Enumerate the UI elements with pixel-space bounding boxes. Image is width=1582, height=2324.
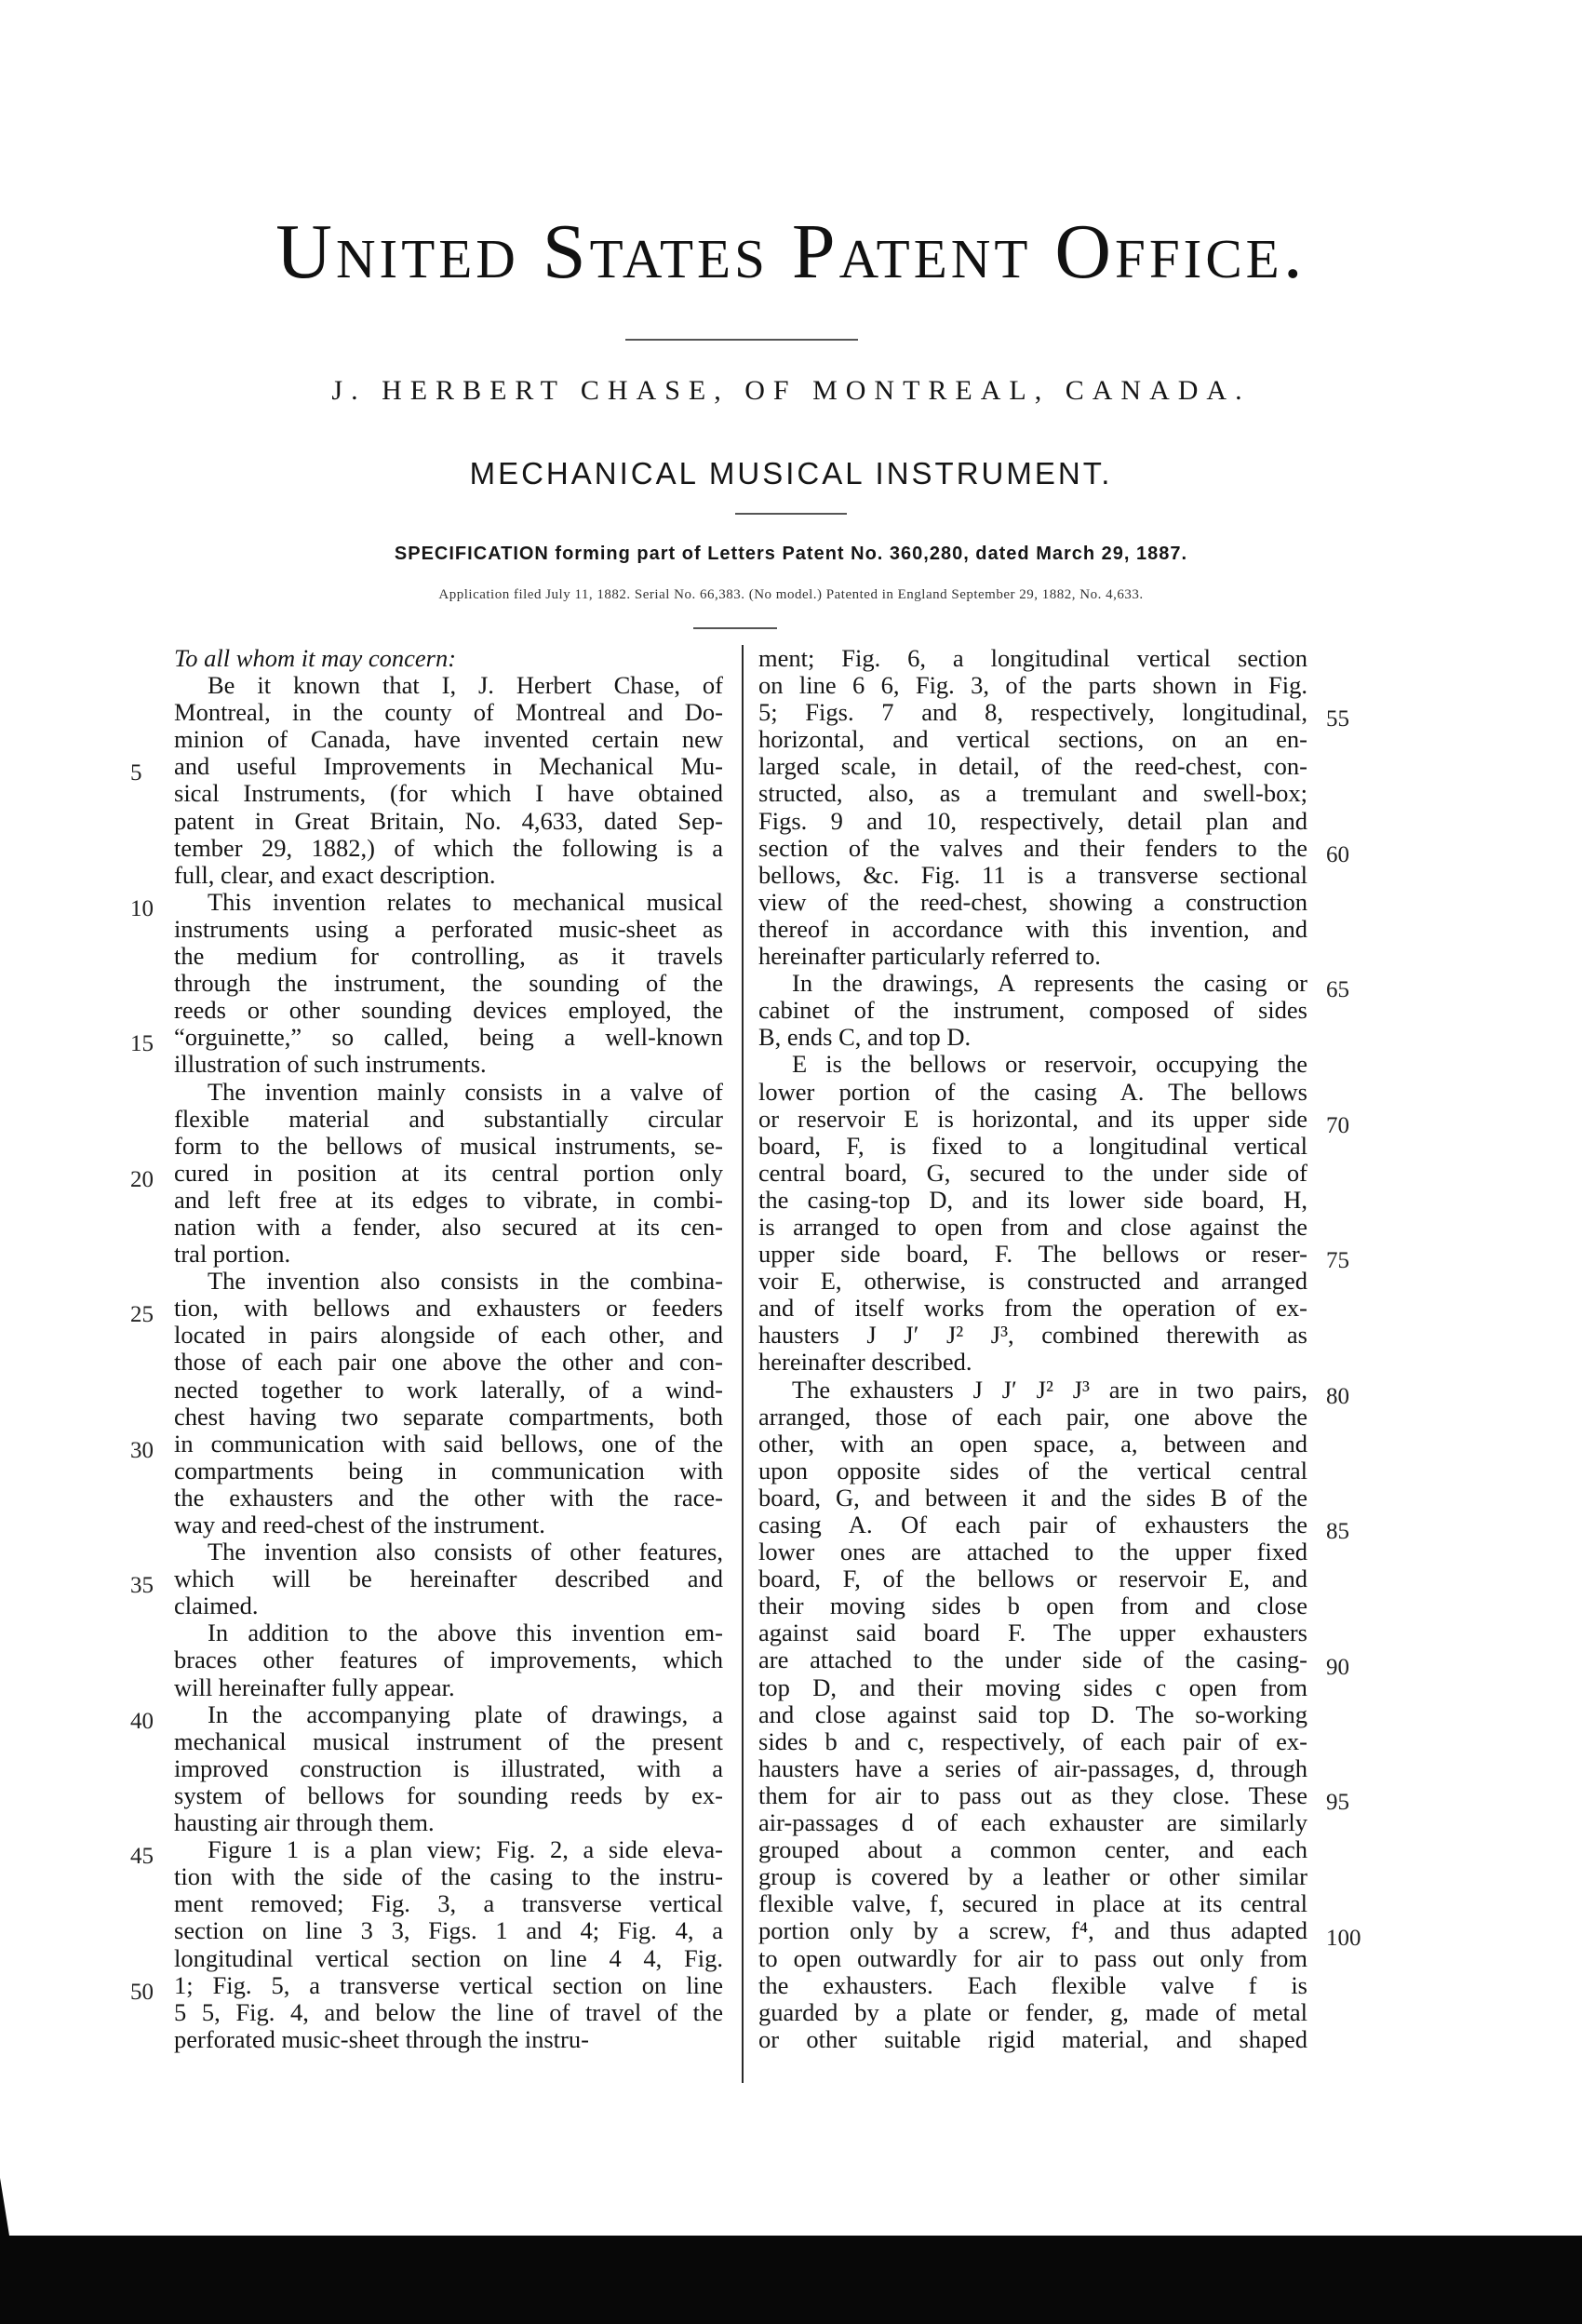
text-line: Montreal, in the county of Montreal and Do- xyxy=(174,698,723,727)
line-number: 5 xyxy=(130,760,142,786)
text-line: ment removed; Fig. 3, a transverse vertical xyxy=(174,1889,723,1918)
line-number: 10 xyxy=(130,895,154,921)
text-line: to open outwardly for air to pass out only from xyxy=(758,1943,1307,1972)
text-line: reeds or other sounding devices employed, the xyxy=(174,996,723,1025)
text-line: and useful Improvements in Mechanical Mu- xyxy=(174,752,723,781)
line-number: 100 xyxy=(1326,1925,1361,1951)
text-line: in communication with said bellows, one of the xyxy=(174,1429,723,1458)
column-divider xyxy=(742,645,744,2083)
line-number: 85 xyxy=(1326,1519,1349,1545)
text-line: This invention relates to mechanical musical xyxy=(208,887,723,916)
text-line: The invention also consists in the combina- xyxy=(208,1267,723,1296)
text-line: Figure 1 is a plan view; Fig. 2, a side eleva- xyxy=(208,1835,723,1864)
text-line: In addition to the above this invention em- xyxy=(208,1619,723,1647)
text-line: board, G, and between it and the sides B of the xyxy=(758,1483,1307,1511)
text-line: is arranged to open from and close against the xyxy=(758,1212,1307,1241)
text-line: air-passages d of each exhauster are similarly xyxy=(758,1808,1307,1837)
text-line: In the accompanying plate of drawings, a xyxy=(208,1699,723,1728)
text-line: are attached to the under side of the casing- xyxy=(758,1646,1307,1674)
text-line: horizontal, and vertical sections, on an en- xyxy=(758,725,1307,754)
text-line: hausters have a series of air-passages, d, through xyxy=(758,1753,1307,1782)
text-line: casing A. Of each pair of exhausters the xyxy=(758,1511,1307,1538)
text-line: full, clear, and exact description. xyxy=(174,860,496,889)
text-line: lower ones are attached to the upper fixed xyxy=(758,1538,1307,1566)
application-line: Application filed July 11, 1882. Serial No. 66,383. (No model.) Patented in England September 29, 1882, No. 4,633. xyxy=(438,587,1144,602)
text-line: hausters J J′ J² J³, combined therewith as xyxy=(758,1321,1307,1350)
text-line: or reservoir E is horizontal, and its upper side xyxy=(758,1104,1307,1133)
text-line: 1; Fig. 5, a transverse vertical section on line xyxy=(174,1970,723,1999)
text-line: system of bellows for sounding reeds by ex- xyxy=(174,1780,723,1809)
line-number: 25 xyxy=(130,1302,154,1328)
inventor-line: J. HERBERT CHASE, OF MONTREAL, CANADA. xyxy=(331,375,1251,406)
text-line: the exhausters. Each flexible valve f is xyxy=(758,1970,1307,1999)
line-number: 45 xyxy=(130,1844,154,1870)
text-line: flexible material and substantially circular xyxy=(174,1104,723,1133)
text-line: The invention also consists of other features, xyxy=(208,1538,723,1566)
text-line: “orguinette,” so called, being a well-known xyxy=(174,1023,723,1052)
line-number: 65 xyxy=(1326,977,1349,1003)
invention-title: MECHANICAL MUSICAL INSTRUMENT. xyxy=(469,456,1113,490)
text-line: form to the bellows of musical instruments, se- xyxy=(174,1131,723,1160)
text-line: thereof in accordance with this invention, and xyxy=(758,914,1307,943)
text-line: the exhausters and the other with the race- xyxy=(174,1483,723,1511)
text-line: bellows, &c. Fig. 11 is a transverse sectional xyxy=(758,860,1307,889)
text-line: The exhausters J J′ J² J³ are in two pairs, xyxy=(792,1375,1307,1404)
text-line: chest having two separate compartments, both xyxy=(174,1402,723,1431)
text-line: 5; Figs. 7 and 8, respectively, longitudinal, xyxy=(758,698,1307,727)
text-line: against said board F. The upper exhausters xyxy=(758,1619,1307,1647)
text-line: section on line 3 3, Figs. 1 and 4; Fig. 4, a xyxy=(174,1916,723,1945)
text-line: on line 6 6, Fig. 3, of the parts shown in Fig. xyxy=(758,671,1307,700)
text-line: In the drawings, A represents the casing or xyxy=(792,969,1307,998)
title-rule xyxy=(625,339,858,341)
right-column xyxy=(758,645,1307,2053)
text-line: will hereinafter fully appear. xyxy=(174,1672,455,1701)
text-line: or other suitable rigid material, and shaped xyxy=(758,2024,1307,2053)
text-line: board, F, of the bellows or reservoir E, and xyxy=(758,1565,1307,1593)
text-line: way and reed-chest of the instrument. xyxy=(174,1511,545,1538)
line-number: 55 xyxy=(1326,706,1349,732)
text-line: through the instrument, the sounding of the xyxy=(174,969,723,998)
text-line: their moving sides b open from and close xyxy=(758,1592,1307,1620)
text-line: E is the bellows or reservoir, occupying the xyxy=(792,1050,1307,1079)
text-line: minion of Canada, have invented certain new xyxy=(174,725,723,754)
line-number: 75 xyxy=(1326,1248,1349,1274)
text-line: upper side board, F. The bellows or reser- xyxy=(758,1240,1307,1269)
text-line: 5 5, Fig. 4, and below the line of travel of the xyxy=(174,1997,723,2026)
text-line: cured in position at its central portion only xyxy=(174,1158,723,1187)
line-number: 20 xyxy=(130,1166,154,1192)
text-line: The invention mainly consists in a valve of xyxy=(208,1077,723,1106)
text-line: arranged, those of each pair, one above the xyxy=(758,1402,1307,1431)
text-line: instruments using a perforated music-sheet as xyxy=(174,914,723,943)
text-line: hereinafter described. xyxy=(758,1348,972,1377)
text-line: patent in Great Britain, No. 4,633, dated Sep- xyxy=(174,806,723,835)
text-line: illustration of such instruments. xyxy=(174,1050,487,1079)
line-number: 95 xyxy=(1326,1790,1349,1816)
text-line: which will be hereinafter described and xyxy=(174,1565,723,1593)
text-line: tion, with bellows and exhausters or feeders xyxy=(174,1294,723,1323)
line-number: 70 xyxy=(1326,1112,1349,1138)
text-line: and close against said top D. The so-working xyxy=(758,1699,1307,1728)
scan-edge-mark xyxy=(0,2178,9,2236)
line-number: 50 xyxy=(130,1979,154,2005)
text-line: To all whom it may concern: xyxy=(174,644,457,672)
text-line: mechanical musical instrument of the present xyxy=(174,1726,723,1755)
text-line: ment; Fig. 6, a longitudinal vertical section xyxy=(758,644,1307,672)
text-line: the casing-top D, and its lower side board, H, xyxy=(758,1185,1307,1214)
text-line: tral portion. xyxy=(174,1240,291,1269)
text-line: flexible valve, f, secured in place at its central xyxy=(758,1889,1307,1918)
text-line: section of the valves and their fenders to the xyxy=(758,833,1307,862)
text-line: Be it known that I, J. Herbert Chase, of xyxy=(208,671,723,700)
text-line: central board, G, secured to the under side of xyxy=(758,1158,1307,1187)
line-number: 35 xyxy=(130,1573,154,1599)
header-rule xyxy=(693,627,777,629)
text-line: hausting air through them. xyxy=(174,1808,435,1837)
text-line: B, ends C, and top D. xyxy=(758,1023,972,1052)
text-line: located in pairs alongside of each other, and xyxy=(174,1321,723,1350)
text-line: compartments being in communication with xyxy=(174,1456,723,1484)
text-line: perforated music-sheet through the instru- xyxy=(174,2024,589,2053)
text-line: board, F, is fixed to a longitudinal vertical xyxy=(758,1131,1307,1160)
text-line: the medium for controlling, as it travels xyxy=(174,942,723,971)
text-line: voir E, otherwise, is constructed and arranged xyxy=(758,1267,1307,1296)
left-column xyxy=(174,645,723,2053)
text-line: structed, also, as a tremulant and swell-box; xyxy=(758,779,1307,808)
text-line: claimed. xyxy=(174,1592,259,1620)
text-line: grouped about a common center, and each xyxy=(758,1835,1307,1864)
text-line: braces other features of improvements, which xyxy=(174,1646,723,1674)
line-number: 30 xyxy=(130,1437,154,1463)
text-line: those of each pair one above the other and con- xyxy=(174,1348,723,1377)
text-line: and of itself works from the operation of ex- xyxy=(758,1294,1307,1323)
text-line: them for air to pass out as they close. These xyxy=(758,1780,1307,1809)
text-line: larged scale, in detail, of the reed-chest, con- xyxy=(758,752,1307,781)
text-line: tion with the side of the casing to the instru- xyxy=(174,1862,723,1891)
text-line: other, with an open space, a, between and xyxy=(758,1429,1307,1458)
line-number: 80 xyxy=(1326,1383,1349,1409)
text-line: nation with a fender, also secured at its cen- xyxy=(174,1212,723,1241)
line-number: 90 xyxy=(1326,1654,1349,1680)
text-line: tember 29, 1882,) of which the following is a xyxy=(174,833,723,862)
text-line: cabinet of the instrument, composed of sides xyxy=(758,996,1307,1025)
line-number: 15 xyxy=(130,1031,154,1057)
text-line: top D, and their moving sides c open from xyxy=(758,1672,1307,1701)
text-line: hereinafter particularly referred to. xyxy=(758,942,1101,971)
text-line: group is covered by a leather or other similar xyxy=(758,1862,1307,1891)
specification-line: SPECIFICATION forming part of Letters Patent No. 360,280, dated March 29, 1887. xyxy=(394,544,1188,564)
text-line: Figs. 9 and 10, respectively, detail plan and xyxy=(758,806,1307,835)
text-line: and left free at its edges to vibrate, in combi- xyxy=(174,1185,723,1214)
text-line: portion only by a screw, f⁴, and thus adapted xyxy=(758,1916,1307,1945)
text-line: improved construction is illustrated, with a xyxy=(174,1753,723,1782)
line-number: 40 xyxy=(130,1708,154,1734)
text-line: lower portion of the casing A. The bellows xyxy=(758,1077,1307,1106)
text-line: sical Instruments, (for which I have obtained xyxy=(174,779,723,808)
text-line: sides b and c, respectively, of each pair of ex- xyxy=(758,1726,1307,1755)
office-title: United States Patent Office. xyxy=(275,208,1307,295)
text-line: guarded by a plate or fender, g, made of metal xyxy=(758,1997,1307,2026)
text-line: nected together to work laterally, of a wind- xyxy=(174,1375,723,1404)
text-line: longitudinal vertical section on line 4 4, Fig. xyxy=(174,1943,723,1972)
scan-border xyxy=(0,2236,1582,2324)
invention-rule xyxy=(735,513,847,515)
text-line: view of the reed-chest, showing a construction xyxy=(758,887,1307,916)
text-line: upon opposite sides of the vertical central xyxy=(758,1456,1307,1484)
line-number: 60 xyxy=(1326,841,1349,867)
